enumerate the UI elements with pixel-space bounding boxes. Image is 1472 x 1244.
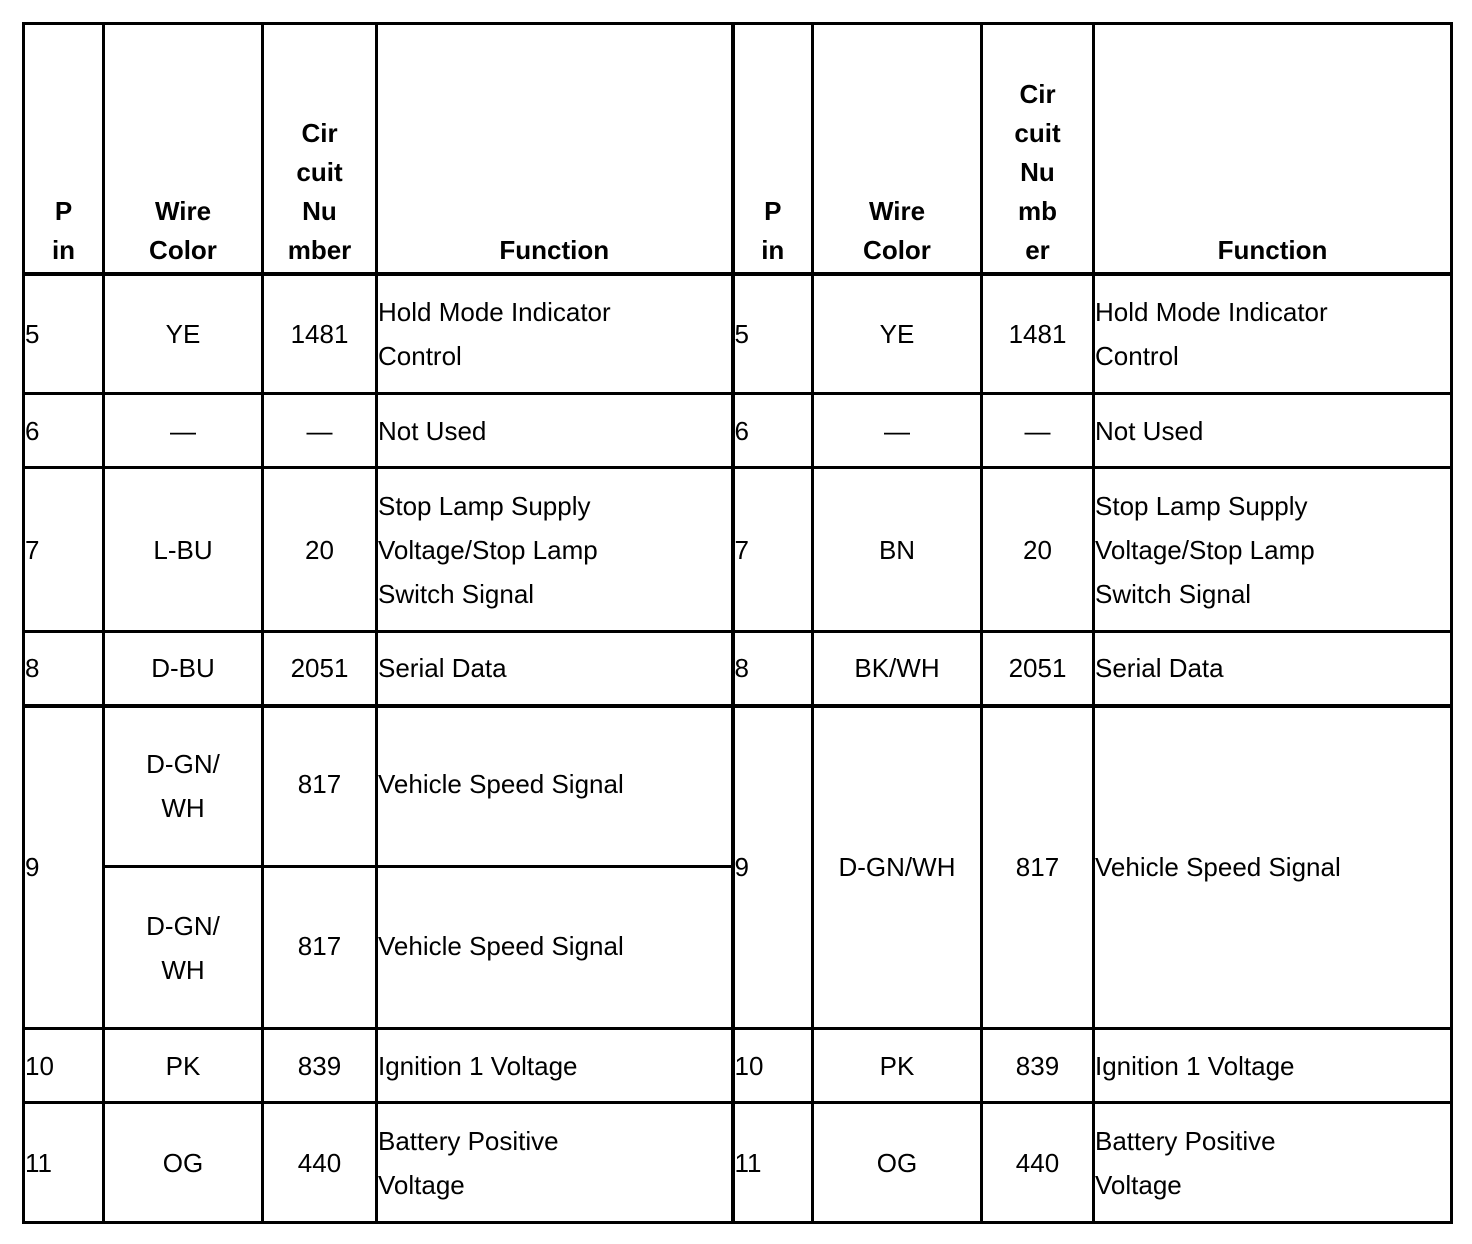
circuit-cell: 817 <box>263 867 377 1029</box>
wire-color-cell: D-GN/ WH <box>104 867 263 1029</box>
pin-cell: 9 <box>24 706 104 1029</box>
wire-color-cell: YE <box>813 274 982 394</box>
header-circuit-number-right: Cir cuit Nu mb er <box>982 24 1094 274</box>
pin-cell: 10 <box>733 1029 813 1103</box>
function-cell: Serial Data <box>377 632 733 706</box>
function-cell: Hold Mode Indicator Control <box>1094 274 1452 394</box>
circuit-cell: 1481 <box>982 274 1094 394</box>
function-cell: Stop Lamp Supply Voltage/Stop Lamp Switch Signal <box>377 468 733 632</box>
function-cell: Stop Lamp Supply Voltage/Stop Lamp Switch Signal <box>1094 468 1452 632</box>
table-row <box>24 394 1452 468</box>
function-cell: Battery Positive Voltage <box>1094 1103 1452 1223</box>
pin-cell: 10 <box>24 1029 104 1103</box>
wire-color-cell: D-GN/ WH <box>104 706 263 867</box>
wire-color-cell: D-BU <box>104 632 263 706</box>
pin-cell: 7 <box>24 468 104 632</box>
header-circuit-number-left: Cir cuit Nu mber <box>263 24 377 274</box>
circuit-cell: 20 <box>982 468 1094 632</box>
function-cell: Not Used <box>377 394 733 468</box>
pin-cell: 11 <box>24 1103 104 1223</box>
pin-cell: 5 <box>733 274 813 394</box>
circuit-cell: 817 <box>982 706 1094 1029</box>
wire-color-cell: BN <box>813 468 982 632</box>
circuit-cell: 839 <box>263 1029 377 1103</box>
header-function-left: Function <box>377 24 733 274</box>
wire-color-cell: PK <box>104 1029 263 1103</box>
wire-color-cell: OG <box>104 1103 263 1223</box>
table-row <box>24 468 1452 632</box>
circuit-cell: 1481 <box>263 274 377 394</box>
pin-cell: 9 <box>733 706 813 1029</box>
circuit-cell: 839 <box>982 1029 1094 1103</box>
function-cell: Ignition 1 Voltage <box>1094 1029 1452 1103</box>
table-row <box>24 632 1452 706</box>
circuit-cell: 440 <box>263 1103 377 1223</box>
function-cell: Not Used <box>1094 394 1452 468</box>
circuit-cell: 817 <box>263 706 377 867</box>
wire-color-cell: PK <box>813 1029 982 1103</box>
function-cell: Vehicle Speed Signal <box>377 706 733 867</box>
wire-color-cell: — <box>104 394 263 468</box>
header-wire-color-right: Wire Color <box>813 24 982 274</box>
circuit-cell: — <box>982 394 1094 468</box>
pin-cell: 7 <box>733 468 813 632</box>
pin-cell: 6 <box>733 394 813 468</box>
wire-color-cell: BK/WH <box>813 632 982 706</box>
table-row <box>24 706 1452 867</box>
circuit-cell: 2051 <box>263 632 377 706</box>
function-cell: Serial Data <box>1094 632 1452 706</box>
wire-color-cell: OG <box>813 1103 982 1223</box>
connector-pinout-table <box>22 22 1453 1224</box>
function-cell: Vehicle Speed Signal <box>377 867 733 1029</box>
function-cell: Vehicle Speed Signal <box>1094 706 1452 1029</box>
pin-cell: 6 <box>24 394 104 468</box>
function-cell: Ignition 1 Voltage <box>377 1029 733 1103</box>
table-row <box>24 1029 1452 1103</box>
circuit-cell: — <box>263 394 377 468</box>
pin-cell: 5 <box>24 274 104 394</box>
table-row <box>24 1103 1452 1223</box>
header-pin-right: P in <box>733 24 813 274</box>
pin-cell: 8 <box>733 632 813 706</box>
table-row <box>24 274 1452 394</box>
circuit-cell: 440 <box>982 1103 1094 1223</box>
header-wire-color-left: Wire Color <box>104 24 263 274</box>
wire-color-cell: L-BU <box>104 468 263 632</box>
wire-color-cell: YE <box>104 274 263 394</box>
header-function-right: Function <box>1094 24 1452 274</box>
pin-cell: 11 <box>733 1103 813 1223</box>
wire-color-cell: D-GN/WH <box>813 706 982 1029</box>
wire-color-cell: — <box>813 394 982 468</box>
circuit-cell: 20 <box>263 468 377 632</box>
circuit-cell: 2051 <box>982 632 1094 706</box>
function-cell: Hold Mode Indicator Control <box>377 274 733 394</box>
function-cell: Battery Positive Voltage <box>377 1103 733 1223</box>
header-pin-left: P in <box>24 24 104 274</box>
header-row <box>24 24 1452 274</box>
pin-cell: 8 <box>24 632 104 706</box>
